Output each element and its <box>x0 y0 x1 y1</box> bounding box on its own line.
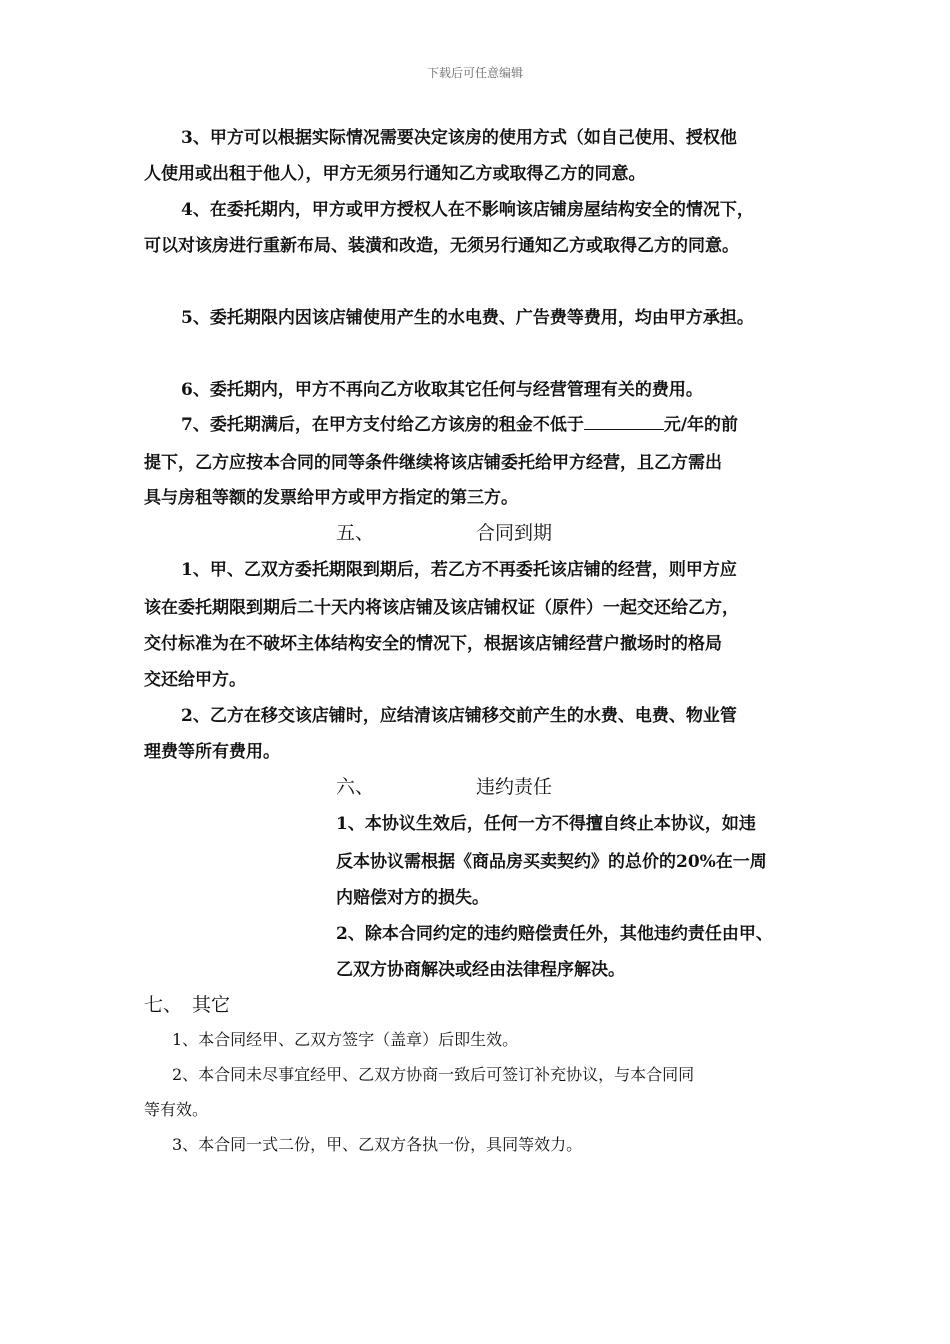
section-6-number: 六、 <box>336 776 375 798</box>
clause-5-line-1: 5、委托期限内因该店铺使用产生的水电费、广告费等费用，均由甲方承担。 <box>181 308 754 328</box>
section-7-p2-line-2: 等有效。 <box>144 1100 209 1119</box>
clause-7-line-2: 提下，乙方应按本合同的同等条件继续将该店铺委托给甲方经营，且乙方需出 <box>144 453 722 473</box>
clause-7-line-3: 具与房租等额的发票给甲方或甲方指定的第三方。 <box>144 488 518 508</box>
rent-amount-blank <box>584 412 664 430</box>
section-5-p1-line-2: 该在委托期限到期后二十天内将该店铺及该店铺权证（原件）一起交还给乙方， <box>144 598 739 618</box>
section-5-p1-line-1: 1、甲、乙双方委托期限到期后，若乙方不再委托该店铺的经营，则甲方应 <box>181 560 737 580</box>
section-6-p2-line-1: 2、除本合同约定的违约赔偿责任外，其他违约责任由甲、 <box>336 924 773 944</box>
section-5-title: 合同到期 <box>476 522 553 544</box>
section-7-number: 七、 <box>144 994 183 1016</box>
section-7-title: 其它 <box>192 994 231 1016</box>
clause-7-line-1 <box>181 412 738 437</box>
section-6-p1-line-2: 反本协议需根据《商品房买卖契约》的总价的20%在一周 <box>336 852 767 872</box>
section-5-number: 五、 <box>336 522 375 544</box>
section-6-p1-line-3: 内赔偿对方的损失。 <box>336 888 489 908</box>
section-6-p1-line-1: 1、本协议生效后，任何一方不得擅自终止本协议，如违 <box>336 814 756 834</box>
section-5-p2-line-2: 理费等所有费用。 <box>144 742 280 762</box>
page-header: 下载后可任意编辑 <box>426 66 523 80</box>
clause-4-line-1: 4、在委托期内，甲方或甲方授权人在不影响该店铺房屋结构安全的情况下， <box>181 200 754 220</box>
clause-3-line-1: 3、甲方可以根据实际情况需要决定该房的使用方式（如自己使用、授权他 <box>181 128 737 148</box>
section-5-p2-line-1: 2、乙方在移交该店铺时，应结清该店铺移交前产生的水费、电费、物业管 <box>181 706 737 726</box>
section-7-p1-line-1: 1、本合同经甲、乙双方签字（盖章）后即生效。 <box>172 1030 519 1049</box>
section-6-p2-line-2: 乙双方协商解决或经由法律程序解决。 <box>336 960 625 980</box>
section-7-p2-line-1: 2、本合同未尽事宜经甲、乙双方协商一致后可签订补充协议，与本合同同 <box>172 1065 695 1084</box>
clause-7-text-after-blank: 元/年的前 <box>663 415 739 435</box>
clause-4-line-2: 可以对该房进行重新布局、装潢和改造，无须另行通知乙方或取得乙方的同意。 <box>144 236 739 256</box>
section-7-p3-line-1: 3、本合同一式二份，甲、乙双方各执一份，具同等效力。 <box>172 1135 583 1154</box>
section-5-p1-line-3: 交付标准为在不破坏主体结构安全的情况下，根据该店铺经营户撤场时的格局 <box>144 634 722 654</box>
clause-3-line-2: 人使用或出租于他人），甲方无须另行通知乙方或取得乙方的同意。 <box>144 164 646 184</box>
clause-6-line-1: 6、委托期内，甲方不再向乙方收取其它任何与经营管理有关的费用。 <box>181 380 703 400</box>
clause-7-text-before-blank: 7、委托期满后，在甲方支付给乙方该房的租金不低于 <box>181 415 584 435</box>
section-5-p1-line-4: 交还给甲方。 <box>144 670 246 690</box>
section-6-title: 违约责任 <box>476 776 553 798</box>
